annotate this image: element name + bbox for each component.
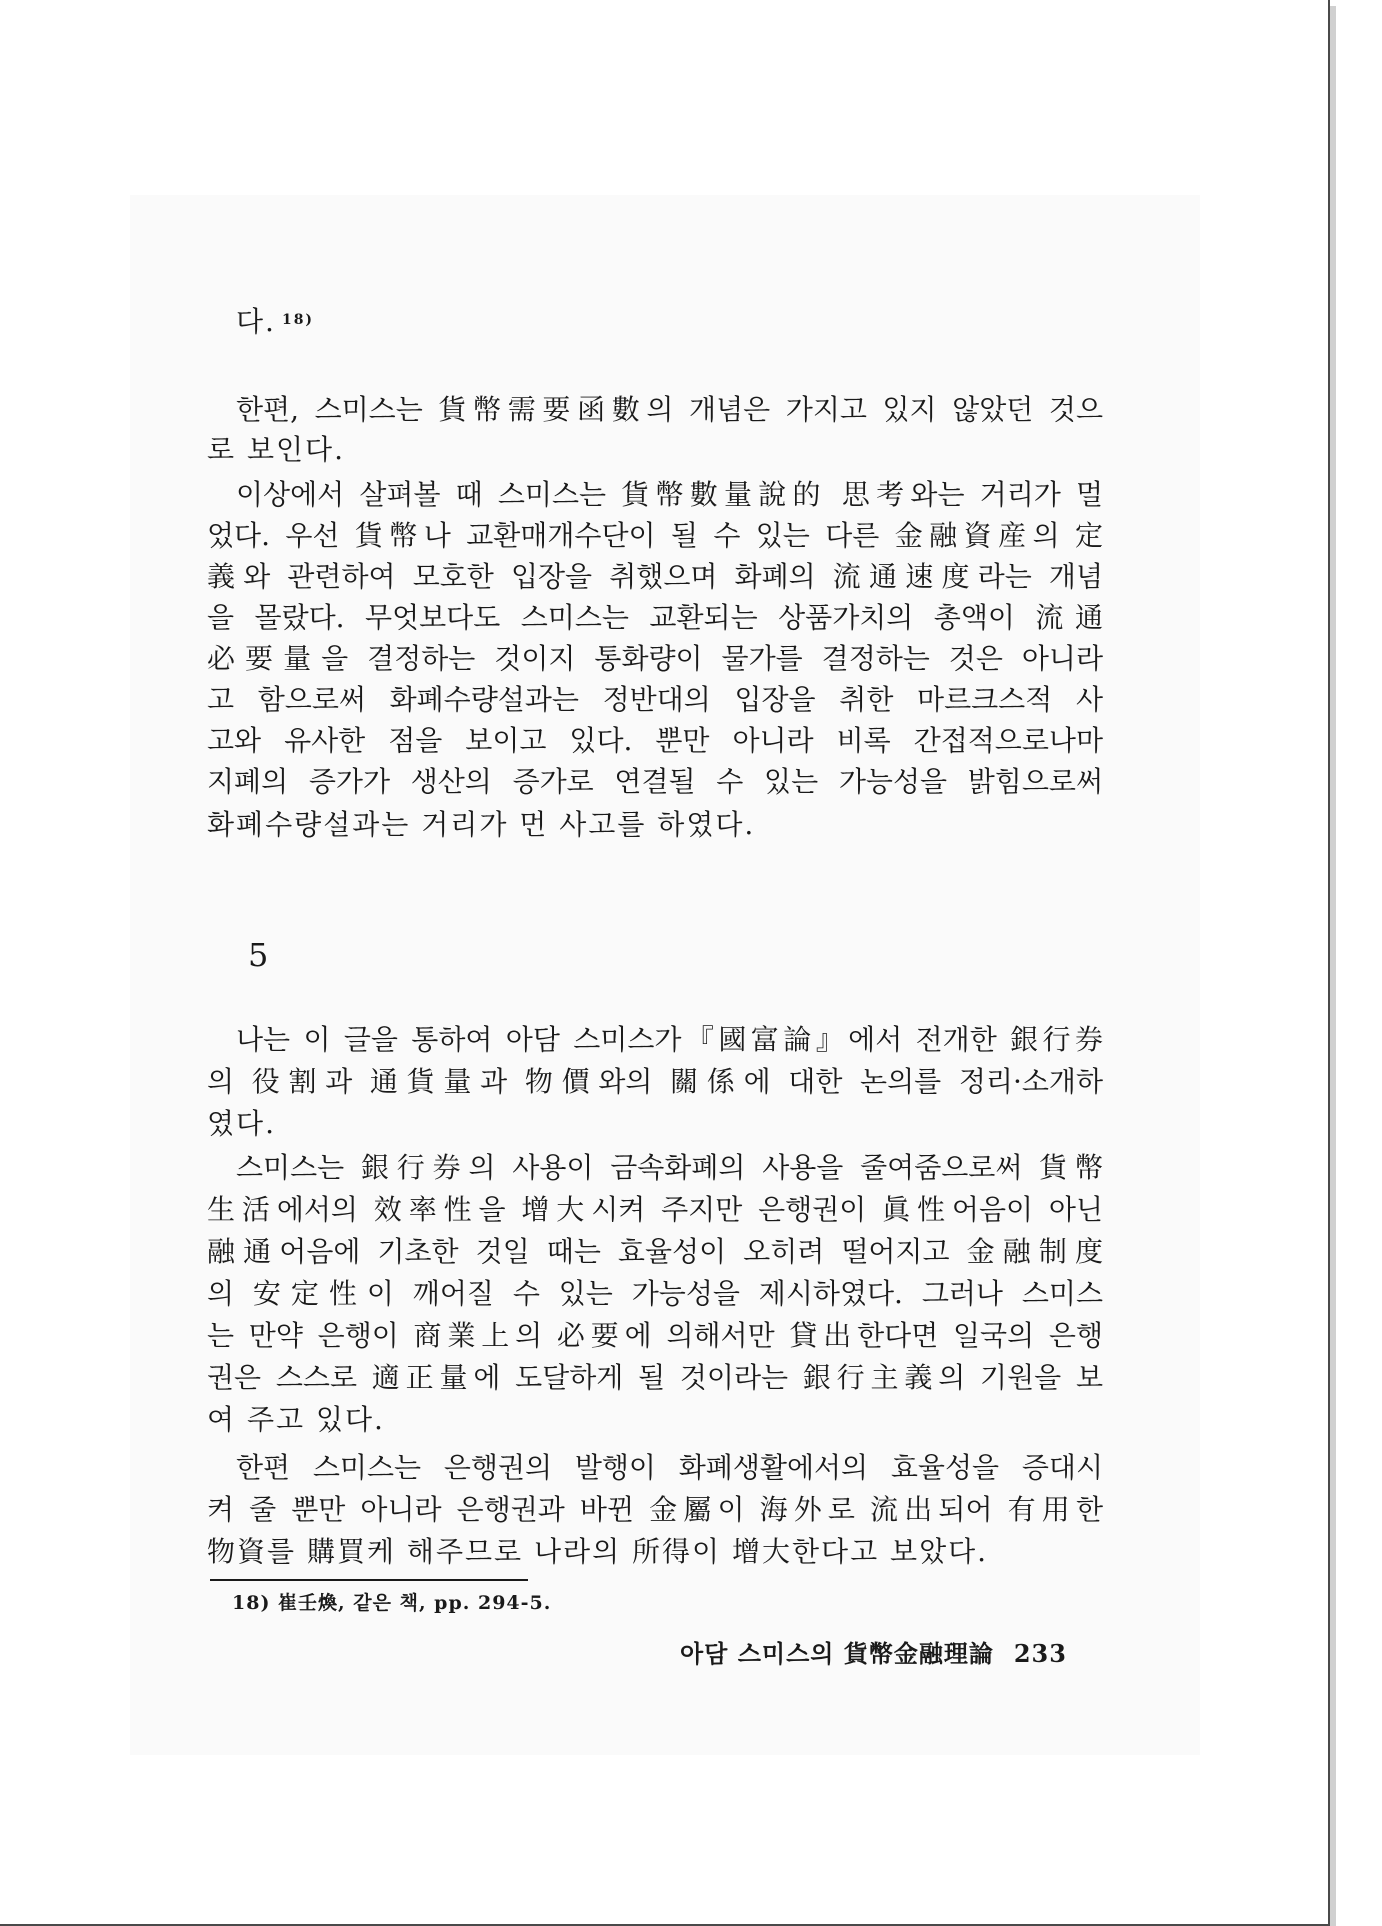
paragraph-4-line-7: 여 주고 있다.	[207, 1403, 385, 1436]
footnote: 18) 崔壬煥, 같은 책, pp. 294-5.	[232, 1592, 552, 1614]
section-number: 5	[248, 936, 269, 974]
paragraph-4-line-4: 의 安定性이 깨어질 수 있는 가능성을 제시하였다. 그러나 스미스	[207, 1277, 1103, 1310]
paragraph-2-line-3: 義와 관련하여 모호한 입장을 취했으며 화폐의 流通速度라는 개념	[207, 560, 1103, 593]
paragraph-2-line-1: 이상에서 살펴볼 때 스미스는 貨幣數量說的 思考와는 거리가 멀	[236, 478, 1103, 511]
paragraph-2-line-9: 화폐수량설과는 거리가 먼 사고를 하였다.	[207, 808, 756, 841]
paragraph-1-line-1: 한편, 스미스는 貨幣需要函數의 개념은 가지고 있지 않았던 것으	[236, 393, 1103, 426]
running-title: 아담 스미스의 貨幣金融理論	[680, 1639, 994, 1668]
paragraph-2-line-4: 을 몰랐다. 무엇보다도 스미스는 교환되는 상품가치의 총액이 流通	[207, 601, 1103, 634]
paragraph-4-line-2: 生活에서의 效率性을 增大시켜 주지만 은행권이 眞性어음이 아닌	[207, 1193, 1103, 1226]
paragraph-4-line-1: 스미스는 銀行券의 사용이 금속화폐의 사용을 줄여줌으로써 貨幣	[236, 1151, 1103, 1184]
paragraph-2-line-8: 지폐의 증가가 생산의 증가로 연결될 수 있는 가능성을 밝힘으로써	[207, 765, 1103, 798]
paragraph-1-line-2: 로 보인다.	[207, 433, 345, 466]
paragraph-4-line-6: 권은 스스로 適正量에 도달하게 될 것이라는 銀行主義의 기원을 보	[207, 1361, 1103, 1394]
paragraph-4-line-5: 는 만약 은행이 商業上의 必要에 의해서만 貸出한다면 일국의 은행	[207, 1319, 1103, 1352]
paragraph-4-line-3: 融通어음에 기초한 것일 때는 효율성이 오히려 떨어지고 金融制度	[207, 1235, 1103, 1268]
paragraph-2-line-2: 었다. 우선 貨幣나 교환매개수단이 될 수 있는 다른 金融資産의 定	[207, 519, 1103, 552]
footnote-divider	[210, 1579, 528, 1581]
paragraph-3-line-1: 나는 이 글을 통하여 아담 스미스가『國富論』에서 전개한 銀行券	[236, 1023, 1103, 1056]
page-number: 233	[1013, 1639, 1067, 1668]
running-footer	[680, 1636, 1067, 1672]
paragraph-2-line-6: 고 함으로써 화폐수량설과는 정반대의 입장을 취한 마르크스적 사	[207, 683, 1103, 716]
paragraph-2-line-7: 고와 유사한 점을 보이고 있다. 뿐만 아니라 비록 간접적으로나마	[207, 724, 1103, 757]
paragraph-5-line-3: 物資를 購買케 해주므로 나라의 所得이 增大한다고 보았다.	[207, 1535, 989, 1568]
continuation-line: 다. $^{18)}$	[236, 305, 315, 338]
paragraph-3-line-3: 였다.	[207, 1107, 276, 1140]
paragraph-2-line-5: 必要量을 결정하는 것이지 통화량이 물가를 결정하는 것은 아니라	[207, 642, 1103, 675]
paragraph-3-line-2: 의 役割과 通貨量과 物價와의 關係에 대한 논의를 정리·소개하	[207, 1065, 1103, 1098]
paragraph-5-line-2: 켜 줄 뿐만 아니라 은행권과 바뀐 金屬이 海外로 流出되어 有用한	[207, 1493, 1103, 1526]
footnote-reference: 18)	[281, 312, 315, 328]
paragraph-5-line-1: 한편 스미스는 은행권의 발행이 화폐생활에서의 효율성을 증대시	[236, 1451, 1103, 1484]
